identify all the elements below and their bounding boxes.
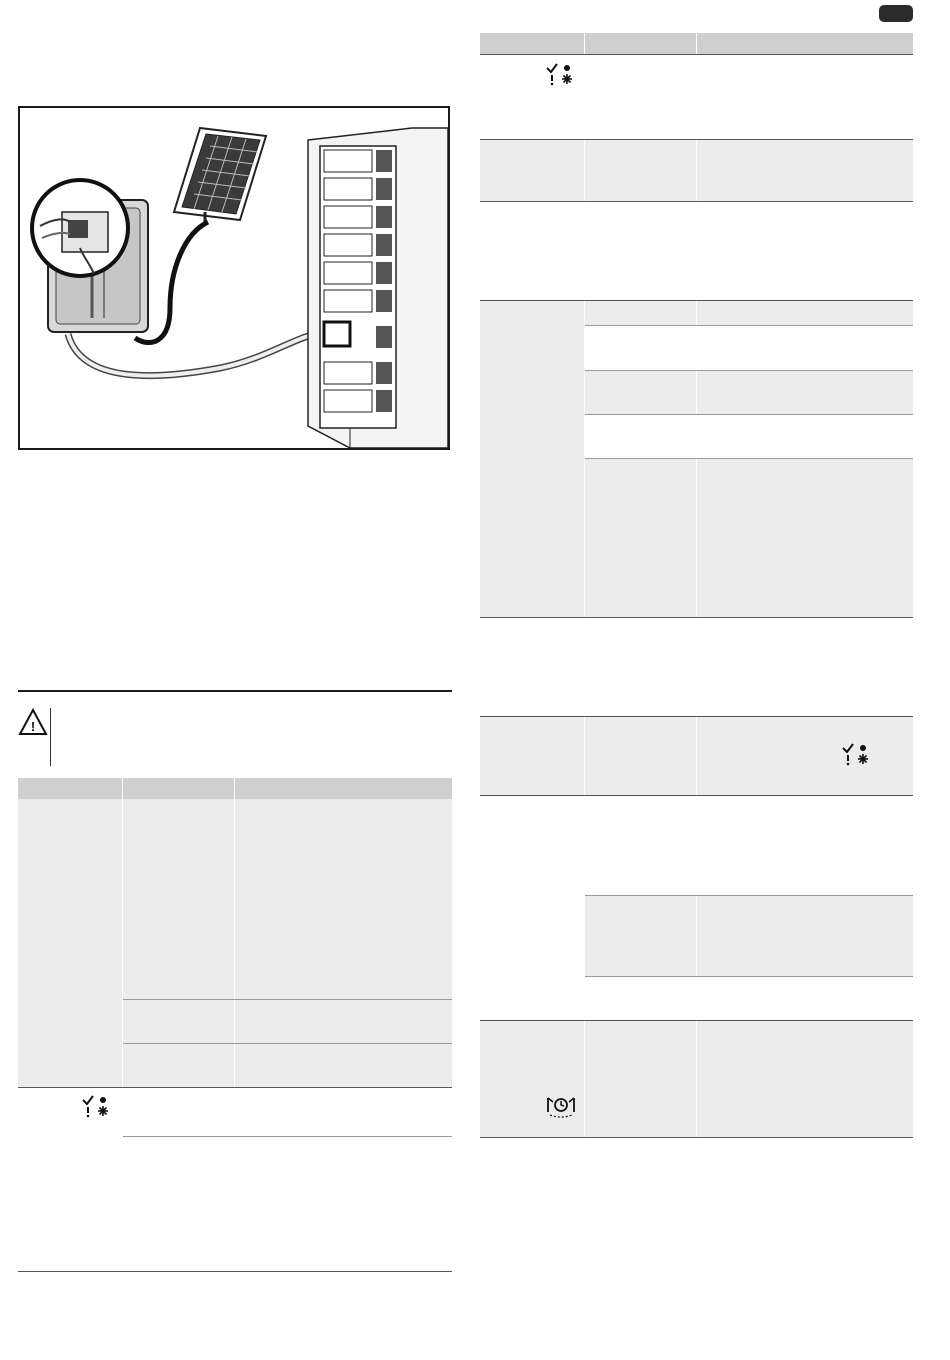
status-led-icon xyxy=(80,1092,112,1118)
right-table-cell xyxy=(697,371,913,414)
left-table-header xyxy=(18,778,452,799)
timer-icon xyxy=(545,1094,577,1120)
left-table-cell xyxy=(123,1000,234,1043)
left-table-cell xyxy=(235,799,452,999)
right-table-row-label xyxy=(480,301,584,617)
warning-triangle-icon xyxy=(18,708,48,736)
left-table-cell xyxy=(123,1044,234,1087)
right-table-cell xyxy=(697,896,913,976)
right-table-cell xyxy=(585,717,696,795)
right-table-cell xyxy=(585,459,696,617)
right-table-cell xyxy=(697,459,913,617)
svg-text:!: ! xyxy=(30,719,36,734)
right-table-cell xyxy=(585,896,696,976)
left-table-cell xyxy=(235,1044,452,1087)
right-table-row-label xyxy=(480,717,584,795)
status-led-icon xyxy=(544,60,576,86)
right-table-cell xyxy=(585,371,696,414)
section-divider xyxy=(18,690,452,692)
left-table-row-label xyxy=(18,799,122,1087)
left-table-cell xyxy=(235,1000,452,1043)
right-table-cell xyxy=(585,301,696,325)
right-table-cell xyxy=(697,717,913,795)
page-language-badge xyxy=(879,5,913,22)
right-table-cell xyxy=(585,140,696,201)
status-led-icon xyxy=(840,740,872,766)
right-table-cell xyxy=(585,1021,696,1137)
right-table-cell xyxy=(697,301,913,325)
wiring-figure xyxy=(18,106,450,450)
wiring-diagram xyxy=(20,108,448,448)
left-table-cell xyxy=(123,799,234,999)
right-table-cell xyxy=(697,1021,913,1137)
terminal-block-icon xyxy=(308,128,448,448)
solar-panel-icon xyxy=(174,128,266,224)
right-table-row-label xyxy=(480,140,584,201)
right-table-cell xyxy=(697,140,913,201)
warning-bar xyxy=(50,708,51,766)
